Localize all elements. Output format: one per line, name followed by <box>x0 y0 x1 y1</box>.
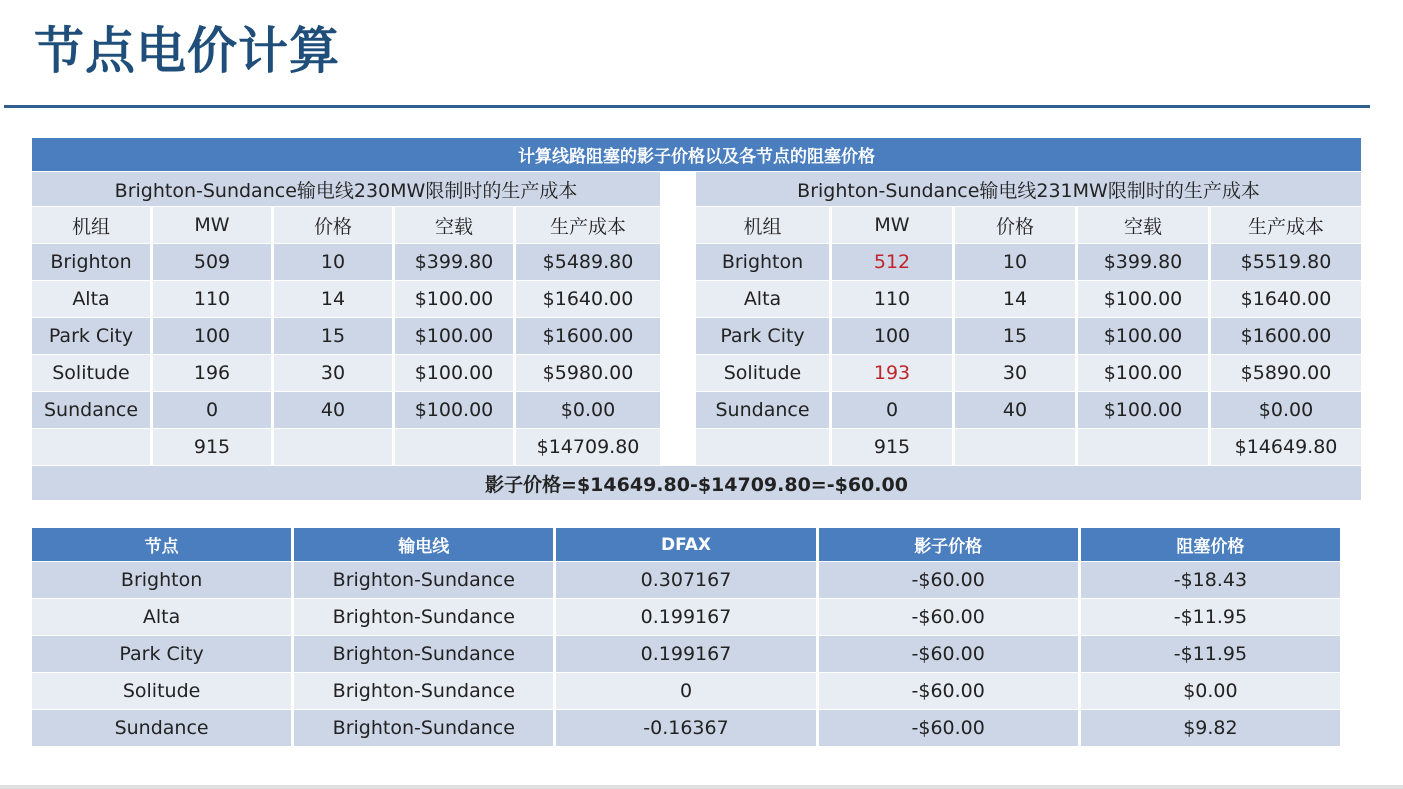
table-cell: 100 <box>832 318 952 354</box>
table-cell: 30 <box>274 355 392 391</box>
table-cell: $399.80 <box>1078 244 1208 280</box>
table-cell: Park City <box>32 636 291 672</box>
table-cell: -$60.00 <box>819 599 1078 635</box>
table-cell: -$18.43 <box>1081 562 1340 598</box>
table-cell <box>274 429 392 465</box>
table-cell: Solitude <box>696 355 829 391</box>
table-cell: $100.00 <box>395 318 513 354</box>
table-cell: 0 <box>832 392 952 428</box>
table-cell: $5519.80 <box>1211 244 1361 280</box>
table-cell: 10 <box>274 244 392 280</box>
changed-mw-value: 512 <box>832 244 952 280</box>
column-header: 机组 <box>32 207 150 243</box>
changed-mw-value: 193 <box>832 355 952 391</box>
table-cell: Brighton <box>32 244 150 280</box>
table-cell: $100.00 <box>395 355 513 391</box>
table-cell: Alta <box>32 281 150 317</box>
table-cell: $100.00 <box>395 392 513 428</box>
column-header: 节点 <box>32 528 291 561</box>
table-cell: $1600.00 <box>516 318 660 354</box>
table-header: 计算线路阻塞的影子价格以及各节点的阻塞价格 <box>32 138 1361 171</box>
table-cell <box>395 429 513 465</box>
table-cell: 15 <box>955 318 1075 354</box>
table-cell: $100.00 <box>395 281 513 317</box>
table-cell: 10 <box>955 244 1075 280</box>
table-cell: Sundance <box>696 392 829 428</box>
table-cell: Park City <box>32 318 150 354</box>
table-cell: 15 <box>274 318 392 354</box>
left-case-title: Brighton-Sundance输电线230MW限制时的生产成本 <box>32 172 660 206</box>
table-cell: 40 <box>955 392 1075 428</box>
total-mw: 915 <box>153 429 271 465</box>
table-cell <box>32 429 150 465</box>
table-cell: $5980.00 <box>516 355 660 391</box>
table-cell: Brighton-Sundance <box>294 710 553 746</box>
table-cell: -$11.95 <box>1081 599 1340 635</box>
table-cell: 14 <box>274 281 392 317</box>
table-cell: $1640.00 <box>1211 281 1361 317</box>
table-cell: Sundance <box>32 710 291 746</box>
table-cell: 196 <box>153 355 271 391</box>
table-cell: Alta <box>32 599 291 635</box>
table-cell: 14 <box>955 281 1075 317</box>
column-header: 空载 <box>395 207 513 243</box>
table-cell: Brighton-Sundance <box>294 636 553 672</box>
table-cell: 40 <box>274 392 392 428</box>
table-cell: 30 <box>955 355 1075 391</box>
table-cell: $5489.80 <box>516 244 660 280</box>
table-cell: $100.00 <box>1078 281 1208 317</box>
table-cell: $100.00 <box>1078 318 1208 354</box>
table-cell: -$60.00 <box>819 636 1078 672</box>
table-cell: 110 <box>832 281 952 317</box>
table-cell: -$60.00 <box>819 710 1078 746</box>
column-header: 生产成本 <box>516 207 660 243</box>
table-cell: 0 <box>153 392 271 428</box>
table-cell: -0.16367 <box>556 710 815 746</box>
total-cost: $14649.80 <box>1211 429 1361 465</box>
table-cell <box>955 429 1075 465</box>
table-cell: $100.00 <box>1078 355 1208 391</box>
table-cell: 100 <box>153 318 271 354</box>
table-cell: Sundance <box>32 392 150 428</box>
column-header: MW <box>153 207 271 243</box>
title-divider <box>4 105 1370 108</box>
column-header: 价格 <box>955 207 1075 243</box>
column-header: 影子价格 <box>819 528 1078 561</box>
table-cell: -$11.95 <box>1081 636 1340 672</box>
table-cell: Brighton-Sundance <box>294 599 553 635</box>
table-cell: $0.00 <box>1081 673 1340 709</box>
congestion-price-table <box>32 528 1340 746</box>
table-cell: Brighton <box>32 562 291 598</box>
table-cell: $1640.00 <box>516 281 660 317</box>
right-case-title: Brighton-Sundance输电线231MW限制时的生产成本 <box>696 172 1361 206</box>
table-cell: 110 <box>153 281 271 317</box>
column-header: DFAX <box>556 528 815 561</box>
table-cell: $1600.00 <box>1211 318 1361 354</box>
production-cost-table <box>32 138 1358 500</box>
table-cell: -$60.00 <box>819 673 1078 709</box>
table-cell: $399.80 <box>395 244 513 280</box>
table-cell: $100.00 <box>1078 392 1208 428</box>
table-cell: Brighton <box>696 244 829 280</box>
column-header: MW <box>832 207 952 243</box>
shadow-price-result: 影子价格=$14649.80-$14709.80=-$60.00 <box>32 466 1361 500</box>
table-cell: Brighton-Sundance <box>294 673 553 709</box>
table-cell: Park City <box>696 318 829 354</box>
table-cell: 0 <box>556 673 815 709</box>
table-cell: 509 <box>153 244 271 280</box>
table-cell: Brighton-Sundance <box>294 562 553 598</box>
column-header: 输电线 <box>294 528 553 561</box>
table-cell: 0.199167 <box>556 636 815 672</box>
total-mw: 915 <box>832 429 952 465</box>
table-cell: Solitude <box>32 673 291 709</box>
table-cell: 0.199167 <box>556 599 815 635</box>
table-cell <box>1078 429 1208 465</box>
page-title: 节点电价计算 <box>34 22 340 80</box>
table-cell <box>696 429 829 465</box>
table-cell: Alta <box>696 281 829 317</box>
table-cell: 0.307167 <box>556 562 815 598</box>
total-cost: $14709.80 <box>516 429 660 465</box>
table-cell: $5890.00 <box>1211 355 1361 391</box>
footer-divider <box>0 785 1403 789</box>
column-header: 生产成本 <box>1211 207 1361 243</box>
table-cell: -$60.00 <box>819 562 1078 598</box>
column-header: 阻塞价格 <box>1081 528 1340 561</box>
table-cell: $0.00 <box>516 392 660 428</box>
table-cell: $9.82 <box>1081 710 1340 746</box>
table-cell: $0.00 <box>1211 392 1361 428</box>
table-cell: Solitude <box>32 355 150 391</box>
column-header: 价格 <box>274 207 392 243</box>
column-header: 空载 <box>1078 207 1208 243</box>
column-header: 机组 <box>696 207 829 243</box>
